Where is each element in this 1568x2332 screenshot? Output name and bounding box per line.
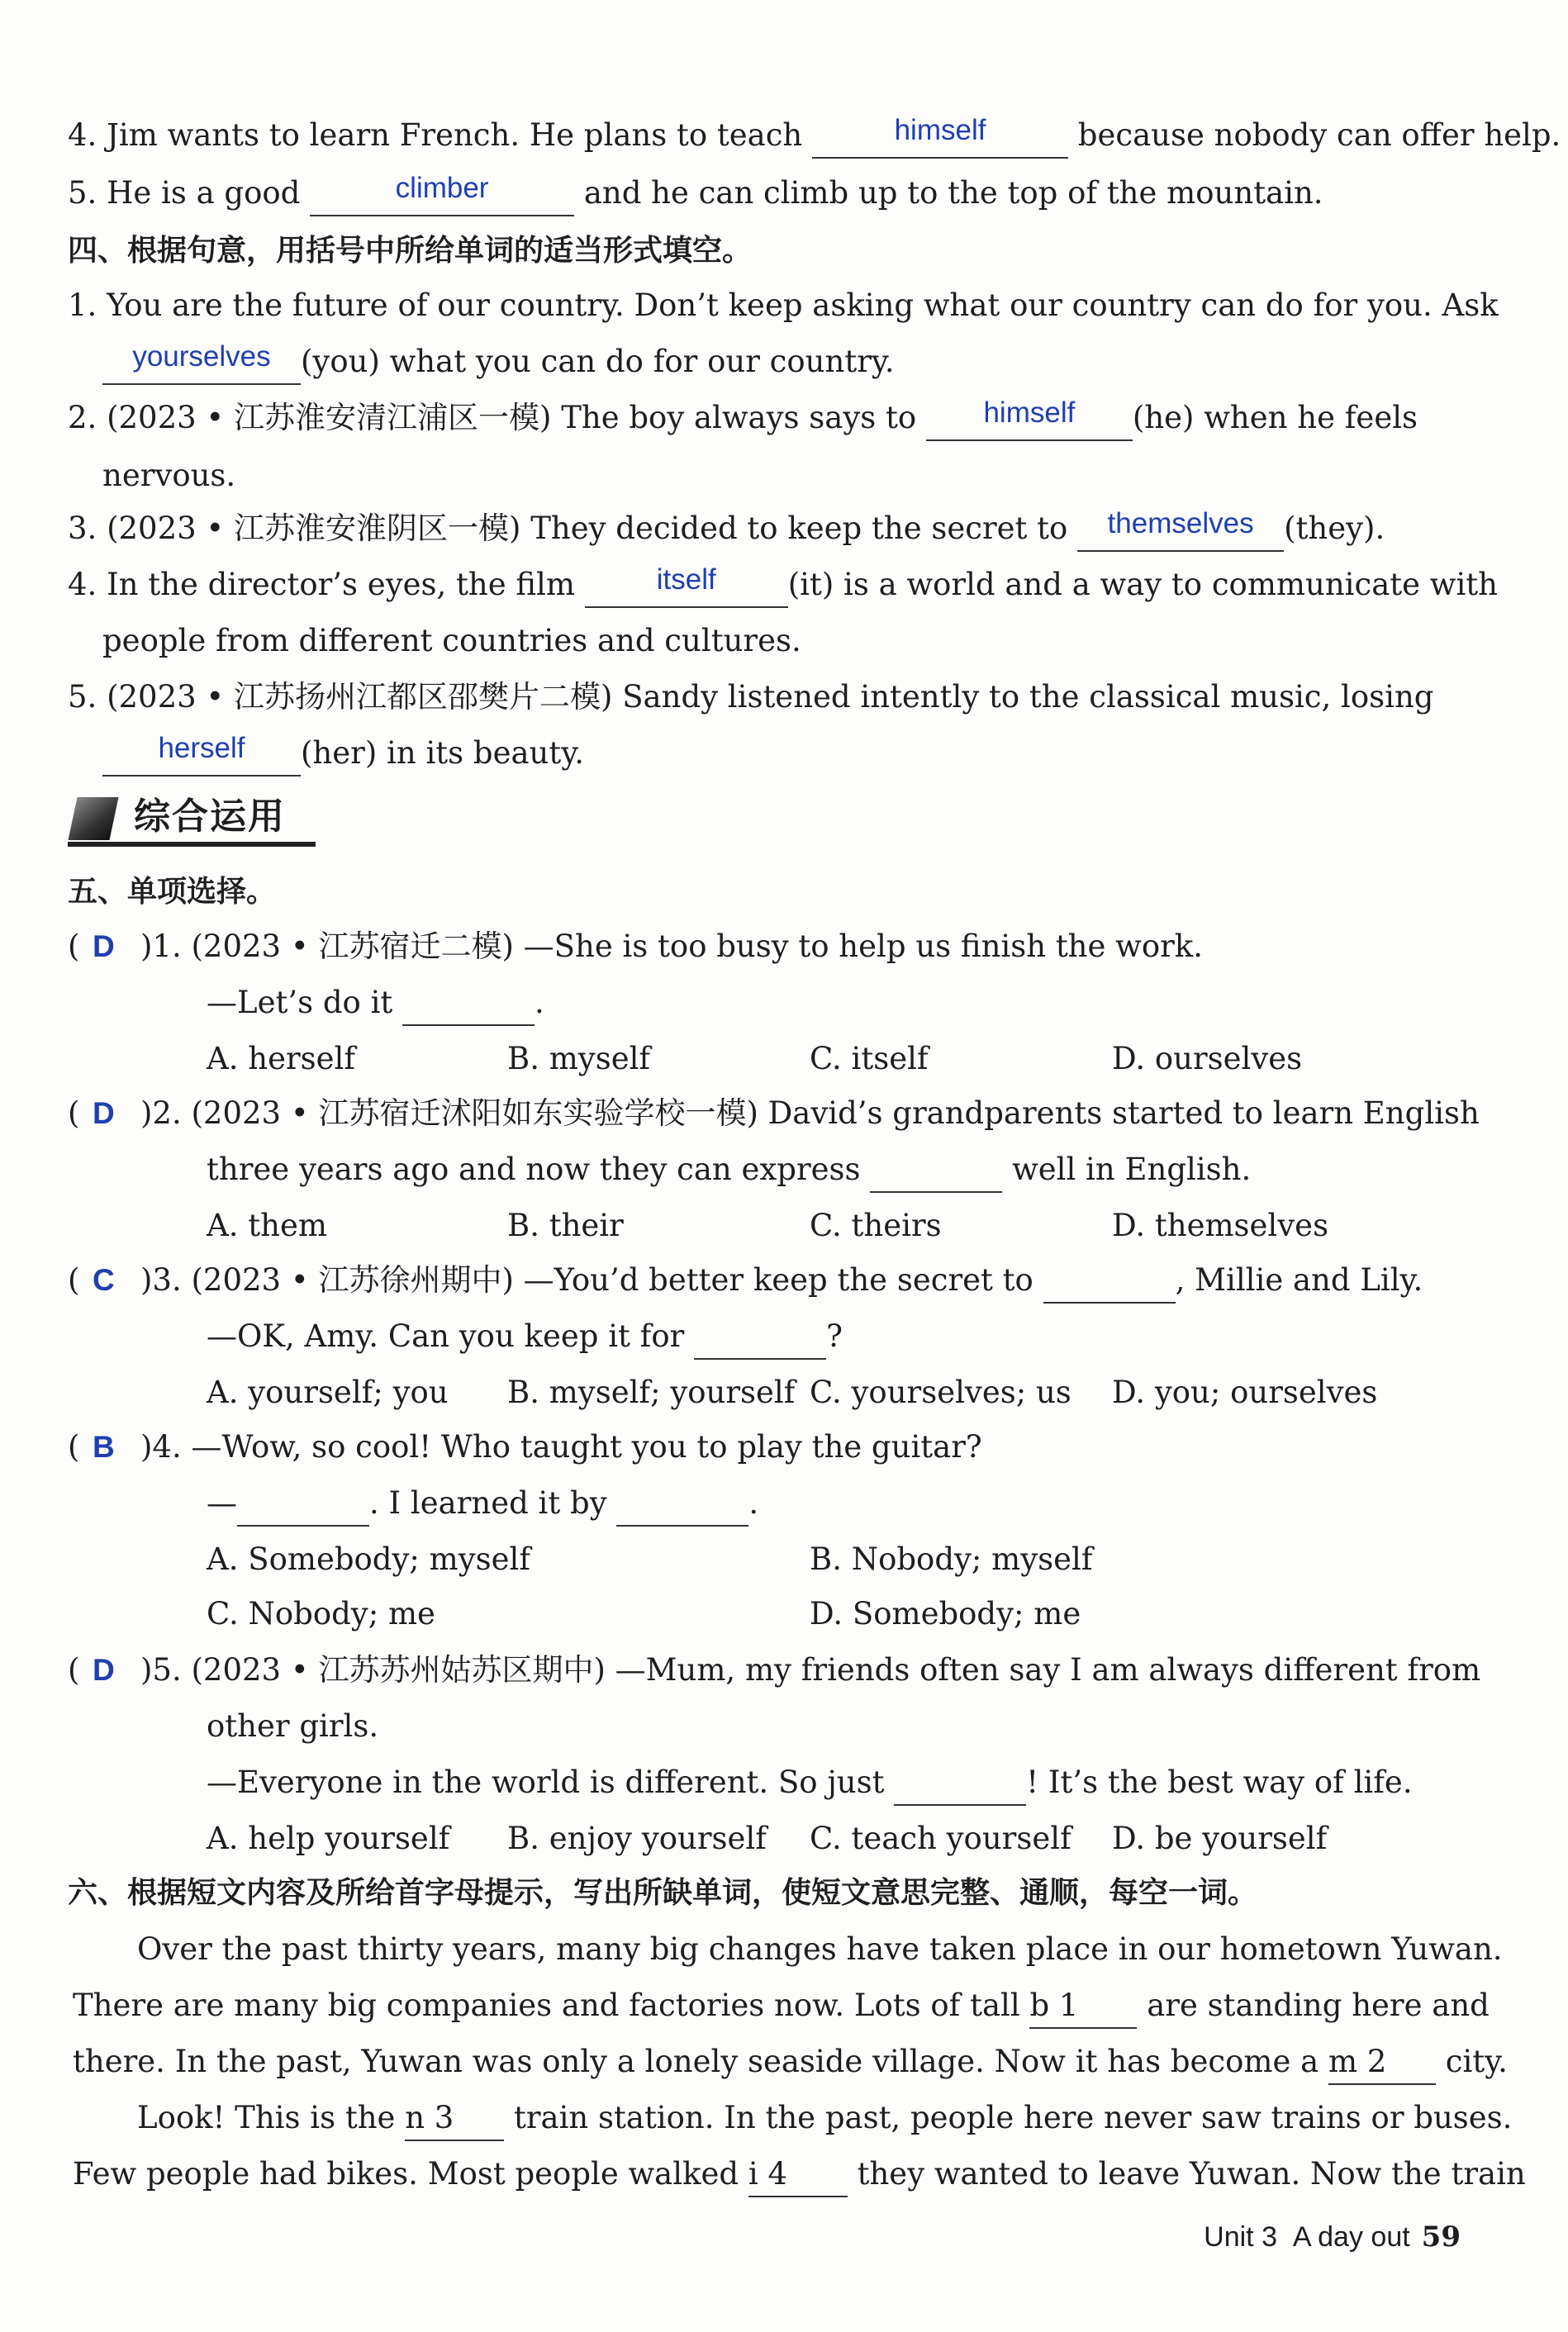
- mc-question-5: ( D )5. (2023 • 江苏苏州姑苏区期中) —Mum, my friends often say I am always different from: [68, 1649, 1452, 1692]
- answer-blank[interactable]: [694, 1315, 826, 1360]
- section-5-heading: 五、单项选择。: [68, 875, 277, 909]
- section-6-heading: 六、根据短文内容及所给首字母提示，写出所缺单词，使短文意思完整、通顺，每空一词。: [68, 1876, 1258, 1910]
- answer-blank[interactable]: [1043, 1259, 1176, 1304]
- answer-blank[interactable]: yourselves: [102, 340, 301, 385]
- option-d[interactable]: D. be yourself: [1112, 1821, 1328, 1856]
- mc-q1-line2: —Let’s do it .: [207, 981, 1452, 1026]
- option-c[interactable]: C. theirs: [810, 1208, 942, 1243]
- hint-blank-1[interactable]: b 1: [1029, 1984, 1137, 2029]
- section-banner: [68, 789, 316, 848]
- mc-question-1: ( D )1. (2023 • 江苏宿迁二模) —She is too busy to help us finish the work.: [68, 925, 1452, 968]
- answer-blank[interactable]: [616, 1482, 748, 1527]
- question-5: 5. He is a good climber and he can climb up to the top of the mountain.: [68, 172, 1452, 216]
- s4-q4-line2: people from different countries and cultures.: [102, 623, 801, 658]
- option-b[interactable]: B. Nobody; myself: [810, 1541, 1093, 1577]
- question-4: 4. Jim wants to learn French. He plans to teach himself because nobody can offer help.: [68, 114, 1452, 159]
- option-a[interactable]: A. them: [207, 1208, 327, 1243]
- option-a[interactable]: A. Somebody; myself: [207, 1541, 531, 1577]
- section-4-heading: 四、根据句意，用括号中所给单词的适当形式填空。: [68, 234, 753, 268]
- banner-tag-icon: [68, 797, 118, 840]
- option-d[interactable]: D. Somebody; me: [810, 1596, 1081, 1631]
- option-c[interactable]: C. itself: [810, 1041, 929, 1076]
- mc-question-3: ( C )3. (2023 • 江苏徐州期中) —You’d better keep the secret to , Millie and Lily.: [68, 1259, 1452, 1304]
- banner-underline: [68, 842, 316, 847]
- footer-unit: Unit 3: [1204, 2221, 1277, 2253]
- answer-blank[interactable]: [237, 1482, 369, 1527]
- answer-blank[interactable]: themselves: [1077, 507, 1284, 552]
- s4-q3: 3. (2023 • 江苏淮安淮阴区一模) They decided to keep the secret to themselves (they).: [68, 507, 1452, 552]
- mc-q5-line3: —Everyone in the world is different. So just ! It’s the best way of life.: [207, 1761, 1452, 1806]
- s4-q2-line2: nervous.: [102, 458, 236, 493]
- hint-blank-2[interactable]: m 2: [1328, 2040, 1436, 2085]
- option-d[interactable]: D. you; ourselves: [1112, 1375, 1378, 1410]
- answer-blank[interactable]: itself: [585, 563, 788, 608]
- option-a[interactable]: A. yourself; you: [207, 1375, 449, 1410]
- s4-q5-line2: herself (her) in its beauty.: [102, 732, 1452, 777]
- s4-q1-line2: yourselves (you) what you can do for our country.: [102, 340, 1452, 385]
- passage-line-3: there. In the past, Yuwan was only a lonely seaside village. Now it has become a m 2 city.: [73, 2040, 1452, 2085]
- s4-q1-line1: 1. You are the future of our country. Don’t keep asking what our country can do for you. Ask: [68, 287, 1499, 323]
- option-c[interactable]: C. Nobody; me: [207, 1596, 435, 1631]
- passage-line-1: Over the past thirty years, many big changes have taken place in our hometown Yuwan.: [137, 1931, 1503, 1967]
- banner-title: 综合运用: [134, 796, 286, 838]
- answer-blank[interactable]: himself: [812, 114, 1068, 159]
- passage-line-5: Few people had bikes. Most people walked i 4 they wanted to leave Yuwan. Now the train: [73, 2153, 1452, 2197]
- option-a[interactable]: A. help yourself: [207, 1821, 450, 1856]
- option-d[interactable]: D. themselves: [1112, 1208, 1329, 1243]
- mc-q3-line2: —OK, Amy. Can you keep it for ?: [207, 1315, 1452, 1360]
- s4-q5-line1: 5. (2023 • 江苏扬州江都区邵樊片二模) Sandy listened intently to the classical music, losing: [68, 679, 1434, 715]
- mc-q2-line2: three years ago and now they can express well in English.: [207, 1148, 1452, 1193]
- passage-line-4: Look! This is the n 3 train station. In the past, people here never saw trains or buses.: [137, 2097, 1452, 2141]
- answer-blank[interactable]: [402, 981, 535, 1026]
- mc-q4-line2: — . I learned it by .: [207, 1482, 1452, 1527]
- option-b[interactable]: B. myself; yourself: [507, 1375, 796, 1410]
- s4-q2-line1: 2. (2023 • 江苏淮安清江浦区一模) The boy always says to himself (he) when he feels: [68, 397, 1452, 441]
- answer-blank[interactable]: [870, 1148, 1002, 1193]
- answer-paren[interactable]: ( B: [68, 1429, 115, 1465]
- answer-blank[interactable]: himself: [926, 397, 1133, 441]
- option-b[interactable]: B. enjoy yourself: [507, 1821, 767, 1856]
- answer-blank[interactable]: [894, 1761, 1026, 1806]
- option-c[interactable]: C. teach yourself: [810, 1821, 1071, 1856]
- page-footer: [1204, 2220, 1461, 2254]
- s4-q4-line1: 4. In the director’s eyes, the film itself (it) is a world and a way to communicate with: [68, 563, 1452, 608]
- page-number: 59: [1421, 2220, 1461, 2254]
- answer-blank[interactable]: herself: [102, 732, 301, 777]
- hint-blank-4[interactable]: i 4: [748, 2153, 848, 2197]
- option-c[interactable]: C. yourselves; us: [810, 1375, 1071, 1410]
- answer-blank[interactable]: climber: [310, 172, 574, 216]
- answer-paren[interactable]: ( D: [68, 1652, 115, 1688]
- mc-q5-line2: other girls.: [207, 1708, 379, 1744]
- answer-paren[interactable]: ( C: [68, 1262, 115, 1298]
- answer-paren[interactable]: ( D: [68, 1095, 115, 1131]
- passage-line-2: There are many big companies and factories now. Lots of tall b 1 are standing here and: [73, 1984, 1452, 2029]
- mc-question-2: ( D )2. (2023 • 江苏宿迁沭阳如东实验学校一模) David’s grandparents started to learn English: [68, 1092, 1452, 1135]
- option-a[interactable]: A. herself: [207, 1041, 356, 1076]
- mc-question-4: ( B )4. —Wow, so cool! Who taught you to play the guitar?: [68, 1426, 1452, 1469]
- answer-paren[interactable]: ( D: [68, 929, 115, 964]
- option-b[interactable]: B. their: [507, 1208, 624, 1243]
- footer-title: A day out: [1292, 2221, 1410, 2253]
- hint-blank-3[interactable]: n 3: [405, 2097, 504, 2141]
- option-d[interactable]: D. ourselves: [1112, 1041, 1303, 1076]
- option-b[interactable]: B. myself: [507, 1041, 651, 1076]
